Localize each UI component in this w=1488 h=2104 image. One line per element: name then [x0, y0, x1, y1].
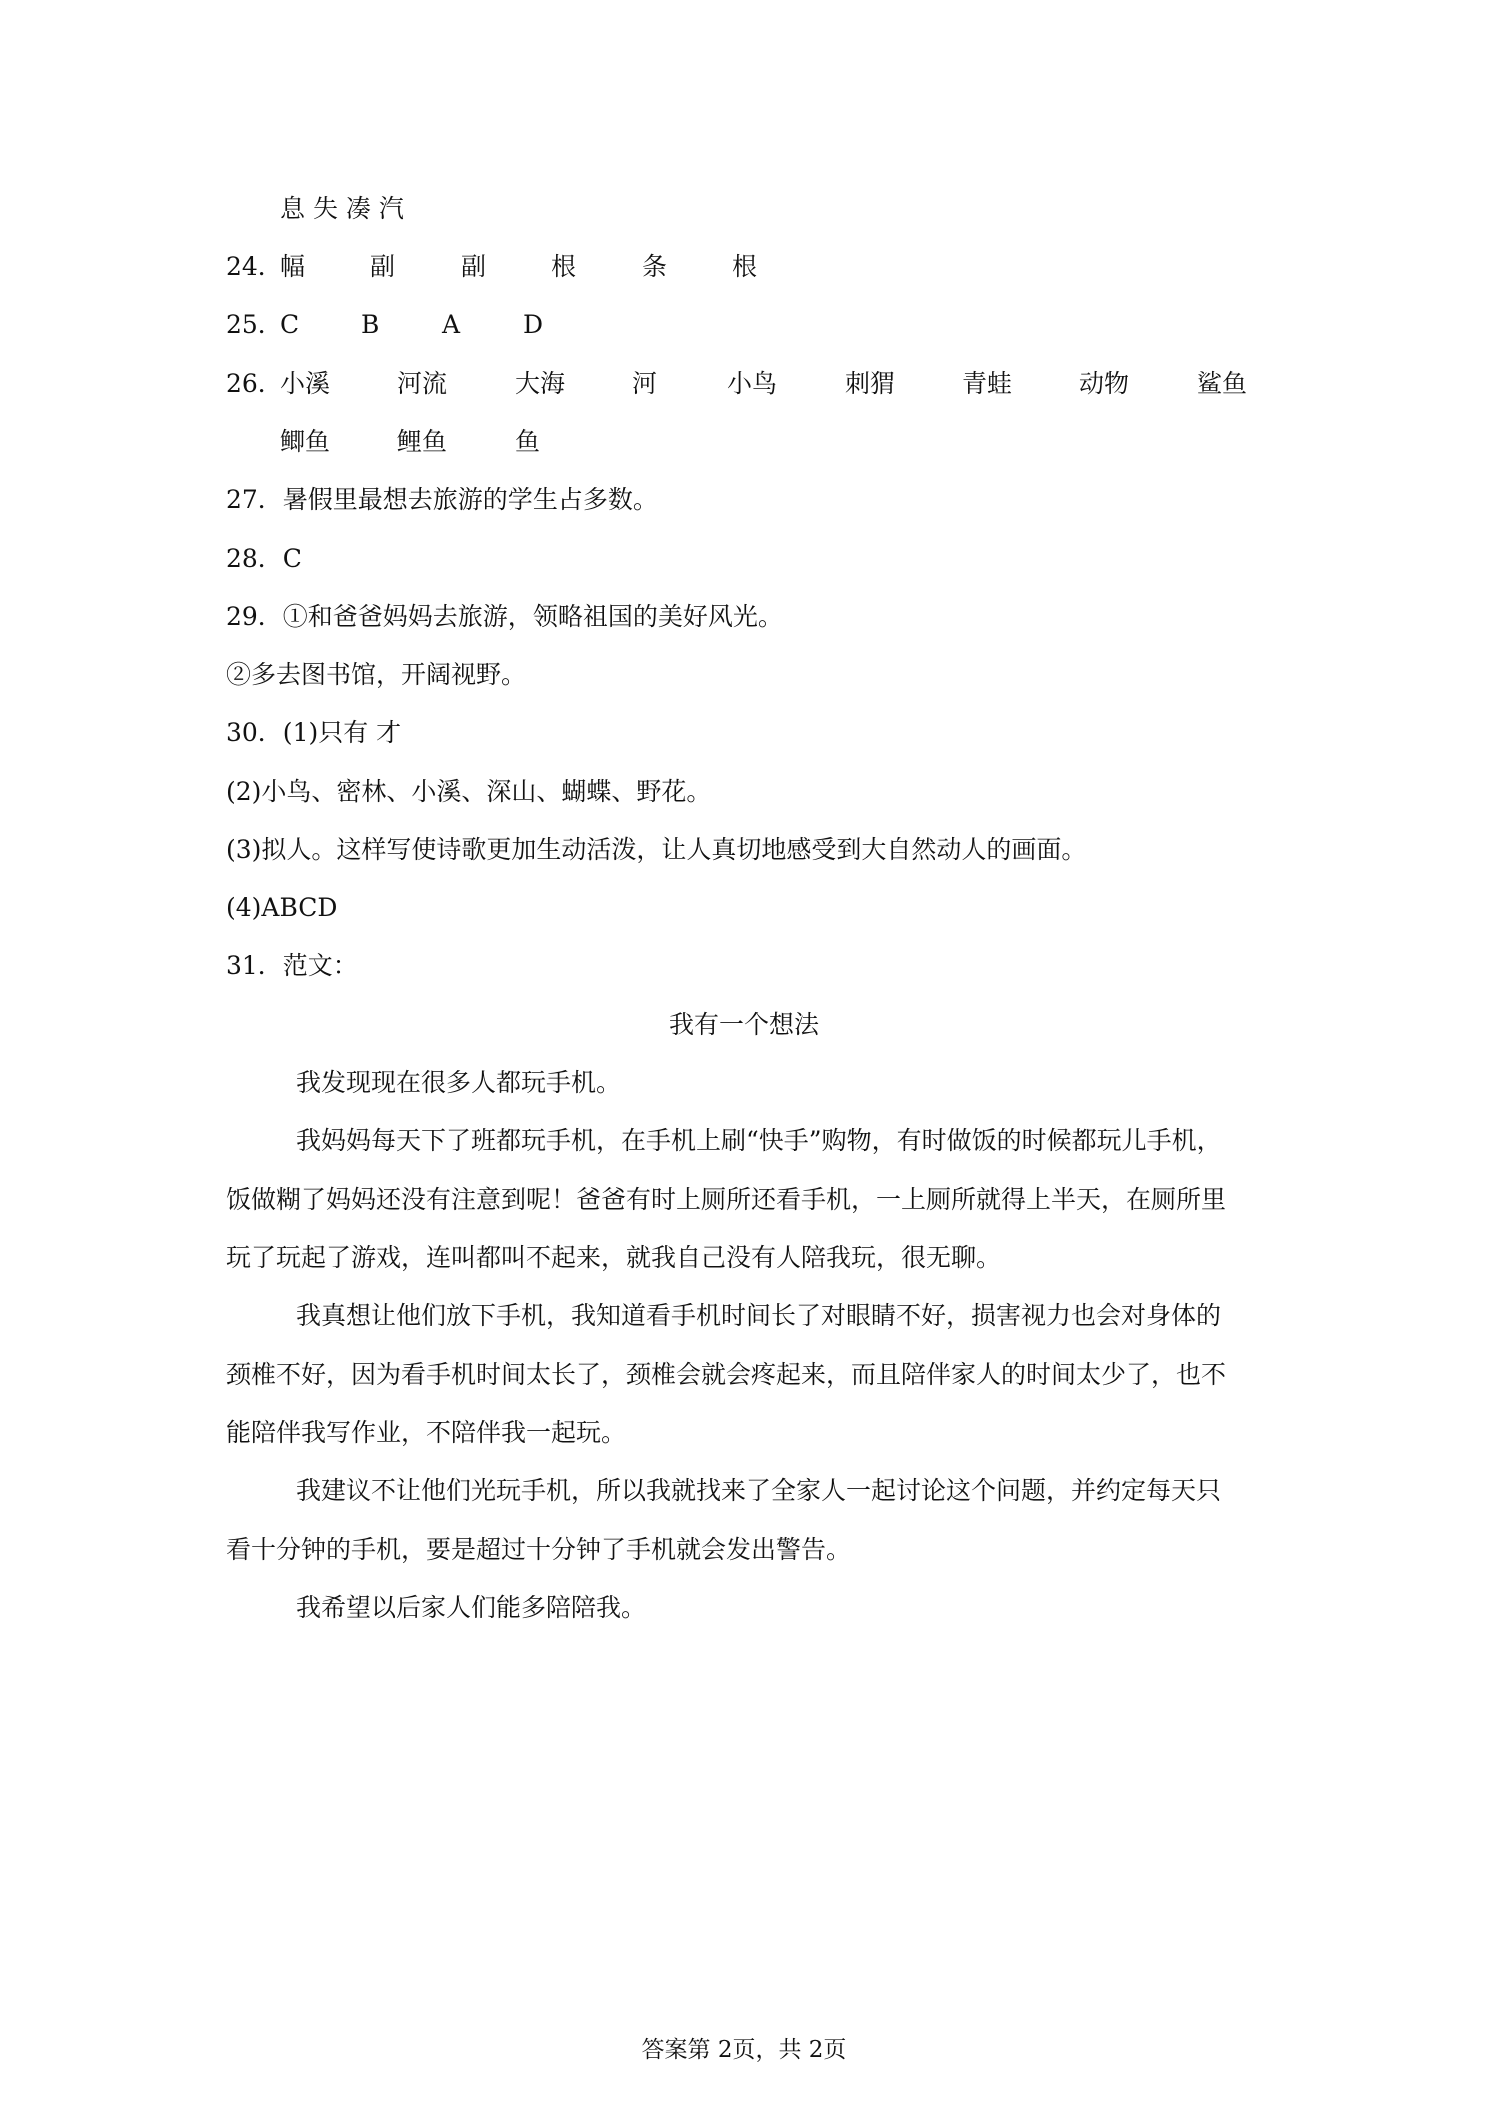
essay-paragraph-2-line-3: 玩了玩起了游戏，连叫都叫不起来，就我自己没有人陪我玩，很无聊。: [226, 1243, 1002, 1272]
essay-title: 我有一个想法: [668, 1010, 819, 1039]
answer-26-item: 大海: [515, 369, 566, 398]
answer-30-part2: (2)小鸟、密林、小溪、深山、蝴蝶、野花。: [226, 777, 712, 806]
answer-26-item: 鱼: [515, 427, 541, 456]
essay-paragraph-3-line-3: 能陪伴我写作业，不陪伴我一起玩。: [226, 1418, 627, 1447]
answer-30-part3: (3)拟人。这样写使诗歌更加生动活泼，让人真切地感受到大自然动人的画面。: [226, 835, 1087, 864]
page-footer: 答案第 2页，共 2页: [641, 2037, 847, 2063]
answer-26-item: 动物: [1079, 369, 1130, 398]
answer-26-item: 小溪: [280, 369, 331, 398]
answer-30-part1: 30．(1)只有 才: [226, 718, 402, 747]
essay-paragraph-2-line-1: 我妈妈每天下了班都玩手机，在手机上刷“快手”购物，有时做饭的时候都玩儿手机，: [296, 1126, 1222, 1155]
answer-26-item: 青蛙: [962, 369, 1013, 398]
answer-29-part1: 29．①和爸爸妈妈去旅游，领略祖国的美好风光。: [226, 602, 783, 631]
answer-26-item: 鲫鱼: [280, 427, 331, 456]
essay-paragraph-4-line-2: 看十分钟的手机，要是超过十分钟了手机就会发出警告。: [226, 1535, 852, 1564]
answer-26-item: 鲤鱼: [397, 427, 448, 456]
answer-31-label: 31．范文：: [226, 951, 358, 980]
answer-24-item: 副: [461, 252, 487, 281]
answer-24: [226, 252, 758, 281]
answer-27: 27．暑假里最想去旅游的学生占多数。: [226, 485, 658, 514]
essay-paragraph-1: 我发现现在很多人都玩手机。: [296, 1068, 622, 1097]
answer-25: [226, 310, 544, 339]
answer-23-continuation: 息 失 凑 汽: [280, 194, 404, 223]
answer-24-item: 条: [642, 252, 668, 281]
answer-26-item: 鲨鱼: [1197, 369, 1248, 398]
answer-26-item: 刺猬: [845, 369, 896, 398]
question-number: 25．: [226, 310, 283, 339]
essay-paragraph-5: 我希望以后家人们能多陪陪我。: [296, 1593, 647, 1622]
question-number: 24．: [226, 252, 283, 281]
answer-24-item: 根: [732, 252, 758, 281]
answer-26-row1: [226, 369, 1248, 398]
question-number: 26．: [226, 369, 283, 398]
essay-paragraph-2-line-2: 饭做糊了妈妈还没有注意到呢！爸爸有时上厕所还看手机，一上厕所就得上半天，在厕所里: [226, 1185, 1227, 1214]
answer-26-item: 小鸟: [727, 369, 778, 398]
essay-paragraph-4-line-1: 我建议不让他们光玩手机，所以我就找来了全家人一起讨论这个问题，并约定每天只: [296, 1476, 1222, 1505]
answer-25-item: A: [442, 310, 461, 339]
answer-24-item: 幅: [280, 252, 306, 281]
answer-26-item: 河: [632, 369, 658, 398]
answer-26-item: 河流: [397, 369, 448, 398]
essay-paragraph-3-line-2: 颈椎不好，因为看手机时间太长了，颈椎会就会疼起来，而且陪伴家人的时间太少了，也不: [226, 1360, 1227, 1389]
answer-24-item: 根: [551, 252, 577, 281]
essay-paragraph-3-line-1: 我真想让他们放下手机，我知道看手机时间长了对眼睛不好，损害视力也会对身体的: [296, 1301, 1222, 1330]
answer-25-item: D: [523, 310, 544, 339]
answer-28: 28．C: [226, 544, 302, 573]
answer-25-item: B: [361, 310, 380, 339]
answer-30-part4: (4)ABCD: [226, 893, 338, 922]
answer-29-part2: ②多去图书馆，开阔视野。: [226, 660, 527, 689]
answer-24-item: 副: [370, 252, 396, 281]
answer-25-item: C: [280, 310, 300, 339]
